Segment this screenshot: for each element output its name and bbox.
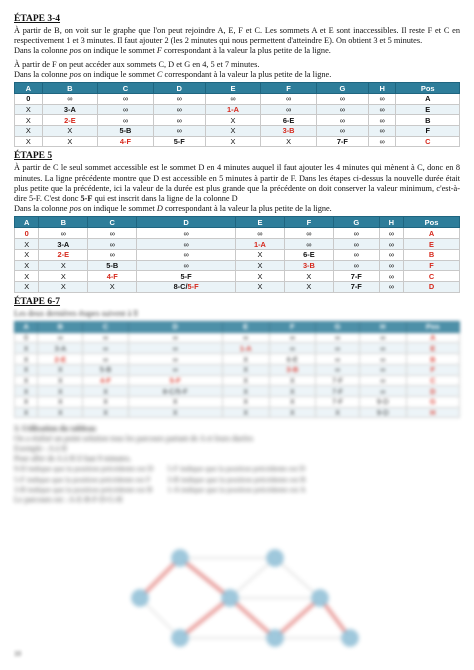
column-header: F — [284, 217, 333, 228]
table-cell: X — [284, 271, 333, 282]
table-cell: X — [15, 386, 38, 397]
column-header: G — [316, 321, 360, 332]
table-cell: 0 — [15, 228, 39, 239]
table-cell: ∞ — [333, 228, 379, 239]
table-row — [15, 396, 460, 407]
table-cell: X — [15, 375, 38, 386]
table-cell: C — [396, 136, 460, 147]
step5-heading: ÉTAPE 5 — [14, 151, 53, 162]
table-cell: ∞ — [88, 228, 137, 239]
table-row — [15, 364, 460, 375]
table-cell: X — [15, 281, 39, 292]
table-cell: X — [205, 115, 261, 126]
table-cell: X — [269, 407, 316, 418]
table-cell: E — [404, 239, 460, 250]
table-cell: X — [205, 136, 261, 147]
table-cell: ∞ — [153, 94, 205, 105]
table-cell — [137, 281, 236, 292]
table-cell: X — [15, 260, 39, 271]
step67-intro: Les deux dernières étapes suivent à ll — [14, 308, 138, 318]
table-header-row — [15, 83, 460, 94]
table-cell: B — [406, 354, 459, 365]
step34-paragraph-1: À partir de B, on voit sur le graphe que l'on peut rejoindre A, E, F et C. Les sommets A et E sont inaccessibles. Il reste F et C en respectivement 1 et 3 minutes. Il faut ajouter 2 (les 2 minutes qui nous permettent d'atteindre E). On obtient 3 et 5 minutes. Dans la colonne pos on indique le sommet F correspondant à la valeur la plus petite de la ligne. — [14, 26, 460, 56]
table-cell: 1-A — [205, 104, 261, 115]
table-header-row — [15, 217, 460, 228]
table-cell: ∞ — [261, 104, 317, 115]
table-cell: X — [235, 281, 284, 292]
table-cell: X — [205, 126, 261, 137]
column-header: Pos — [404, 217, 460, 228]
table-row — [15, 271, 460, 282]
column-header: A — [15, 217, 39, 228]
table-cell: ∞ — [205, 94, 261, 105]
table-cell: 6-E — [284, 249, 333, 260]
table-cell: ∞ — [128, 354, 222, 365]
table-row — [15, 386, 460, 397]
usage-left-column — [14, 464, 153, 495]
table-cell: ∞ — [98, 115, 154, 126]
usage-route: Le parcours est : A-E-B-F-D-G-H — [14, 494, 123, 504]
table-cell: ∞ — [137, 228, 236, 239]
column-header: B — [38, 321, 83, 332]
dijkstra-table-step34 — [14, 82, 460, 147]
column-header: G — [316, 83, 368, 94]
table-cell: ∞ — [137, 239, 236, 250]
column-header: Pos — [406, 321, 459, 332]
table-row — [15, 94, 460, 105]
table-cell: ∞ — [39, 228, 88, 239]
usage-heading: 3. Utilisation du tableau — [14, 424, 96, 434]
column-header: C — [88, 217, 137, 228]
table-row — [15, 407, 460, 418]
table-cell: D — [406, 386, 459, 397]
step5-paragraph-1: À partir de C le seul sommet accessible est le sommet D en 4 minutes auquel il faut ajouter les 4 minutes qui mènent à C, donc en 8 minutes. La ligne précédente montre que D est accessible en 5 minutes à partir de F. Dans les étapes ci-dessus la nouvelle durée était plus petite que la précédente, ici la valeur de la durée est plus grande que la précédente on doit conserver la valeur minimum, c'est-à-dire 5-F. C'est donc 5-F qui est inscrit dans la ligne de la colonne D Dans la colonne pos on indique le sommet D correspondant à la valeur la plus petite de la ligne. — [14, 163, 460, 214]
table-cell: C — [404, 271, 460, 282]
table-cell: ∞ — [368, 136, 396, 147]
table-cell: 5-F — [137, 271, 236, 282]
table-cell: X — [39, 271, 88, 282]
table-cell: 1-A — [222, 343, 269, 354]
table-cell: ∞ — [128, 364, 222, 375]
table-cell: 0 — [15, 94, 43, 105]
column-header: Pos — [396, 83, 460, 94]
table-cell: D — [404, 281, 460, 292]
table-cell: B — [404, 249, 460, 260]
table-cell: X — [38, 396, 83, 407]
table-cell: X — [15, 115, 43, 126]
table-cell: X — [38, 375, 83, 386]
table-cell: ∞ — [137, 249, 236, 260]
table-cell: 7-F — [316, 386, 360, 397]
table-cell: ∞ — [42, 94, 98, 105]
table-row — [15, 115, 460, 126]
table-row — [15, 281, 460, 292]
table-cell: 4-F — [98, 136, 154, 147]
table-cell: 4-F — [88, 271, 137, 282]
table-cell: ∞ — [83, 354, 128, 365]
table-cell: 2-E — [38, 354, 83, 365]
table-cell: X — [222, 396, 269, 407]
table-cell: ∞ — [333, 260, 379, 271]
usage-right-item: 1-A indique que la position précédente est A — [167, 484, 306, 494]
table-cell: ∞ — [83, 343, 128, 354]
table-cell: X — [222, 407, 269, 418]
table-cell: X — [15, 354, 38, 365]
step34-paragraph-2: À partir de F on peut accéder aux sommets C, D et G en 4, 5 et 7 minutes. Dans la colonne pos on indique le sommet C correspondant à la valeur la plus petite de la ligne. — [14, 59, 332, 79]
table-cell: X — [15, 271, 39, 282]
column-header: G — [333, 217, 379, 228]
table-cell: ∞ — [368, 94, 396, 105]
table-cell: X — [15, 126, 43, 137]
usage-right-item: 3-B indique que la position précédente est B — [167, 474, 306, 484]
graph-diagram-blurred — [130, 548, 360, 648]
dijkstra-table-step67-blurred — [14, 321, 460, 419]
column-header: F — [261, 83, 317, 94]
table-cell: ∞ — [153, 104, 205, 115]
table-cell: ∞ — [359, 343, 406, 354]
table-cell: 9-D — [359, 407, 406, 418]
table-cell: 7-F — [316, 136, 368, 147]
table-cell: X — [261, 136, 317, 147]
table-cell: ∞ — [284, 239, 333, 250]
table-cell: 3-B — [269, 364, 316, 375]
table-cell: X — [42, 126, 98, 137]
table-cell: X — [269, 375, 316, 386]
table-cell: X — [42, 136, 98, 147]
table-cell: ∞ — [98, 94, 154, 105]
table-cell: X — [128, 407, 222, 418]
usage-left-item: 5-F indique que la position précédente est F — [14, 474, 151, 484]
table-cell: ∞ — [235, 228, 284, 239]
column-header: E — [222, 321, 269, 332]
table-cell: A — [396, 94, 460, 105]
table-cell: X — [88, 281, 137, 292]
table-cell: 3-B — [284, 260, 333, 271]
table-cell: ∞ — [316, 354, 360, 365]
table-cell: X — [15, 249, 39, 260]
column-header: F — [269, 321, 316, 332]
table-row — [15, 260, 460, 271]
table-cell: 2-E — [42, 115, 98, 126]
table-cell: ∞ — [333, 239, 379, 250]
column-header: C — [83, 321, 128, 332]
column-header: H — [379, 217, 403, 228]
table-cell: X — [316, 407, 360, 418]
usage-line-3: Pour aller de A à H il faut 9 minutes. — [14, 454, 132, 464]
usage-right-item: 5-F indique que la position précédente est D — [167, 464, 306, 474]
table-cell: B — [396, 115, 460, 126]
column-header: B — [42, 83, 98, 94]
table-cell: 3-A — [38, 343, 83, 354]
table-cell: X — [284, 281, 333, 292]
table-cell: H — [406, 407, 459, 418]
table-cell: X — [83, 386, 128, 397]
table-cell: 7-F — [316, 375, 360, 386]
table-cell: X — [235, 249, 284, 260]
table-cell: X — [38, 364, 83, 375]
table-row — [15, 332, 460, 343]
table-cell: ∞ — [316, 364, 360, 375]
table-cell: X — [235, 260, 284, 271]
table-cell: E — [406, 343, 459, 354]
table-cell: X — [15, 407, 38, 418]
usage-line-1: On a réalisé un point solution tous les parcours partant de A et leurs durées — [14, 434, 254, 444]
column-header: C — [98, 83, 154, 94]
table-row — [15, 136, 460, 147]
table-cell: X — [15, 364, 38, 375]
table-cell: ∞ — [137, 260, 236, 271]
table-cell: ∞ — [316, 94, 368, 105]
table-header-row — [15, 321, 460, 332]
table-cell: 8-C/5-F — [128, 386, 222, 397]
table-cell: 6-E — [269, 354, 316, 365]
table-row — [15, 104, 460, 115]
table-cell: X — [83, 407, 128, 418]
table-cell: ∞ — [316, 126, 368, 137]
table-cell: ∞ — [88, 239, 137, 250]
column-header: D — [128, 321, 222, 332]
table-cell: ∞ — [316, 343, 360, 354]
table-cell: ∞ — [316, 332, 360, 343]
table-cell: ∞ — [359, 354, 406, 365]
usage-line-2: Exemple : A à H — [14, 444, 67, 454]
page-number: 10 — [14, 650, 21, 658]
table-cell: ∞ — [269, 332, 316, 343]
table-cell: F — [396, 126, 460, 137]
table-row — [15, 228, 460, 239]
table-cell: X — [15, 136, 43, 147]
column-header: D — [153, 83, 205, 94]
table-cell: A — [404, 228, 460, 239]
table-cell: X — [83, 396, 128, 407]
table-cell: X — [39, 281, 88, 292]
table-cell: X — [38, 386, 83, 397]
table-row — [15, 354, 460, 365]
table-cell: X — [38, 407, 83, 418]
table-cell: 3-B — [261, 126, 317, 137]
table-cell: ∞ — [368, 126, 396, 137]
table-cell: ∞ — [379, 239, 403, 250]
column-header: H — [368, 83, 396, 94]
table-cell: ∞ — [38, 332, 83, 343]
table-cell: 5-F — [128, 375, 222, 386]
table-cell: X — [222, 386, 269, 397]
table-cell: C — [406, 375, 459, 386]
table-cell: ∞ — [98, 104, 154, 115]
table-cell: ∞ — [359, 332, 406, 343]
table-cell: X — [15, 104, 43, 115]
table-row — [15, 249, 460, 260]
table-cell: X — [222, 354, 269, 365]
table-cell: ∞ — [379, 249, 403, 260]
column-header: H — [359, 321, 406, 332]
table-cell: 7-F — [333, 271, 379, 282]
table-cell: 5-F — [153, 136, 205, 147]
table-cell: 3-A — [42, 104, 98, 115]
table-cell: X — [269, 396, 316, 407]
table-cell: X — [39, 260, 88, 271]
table-cell: X — [128, 396, 222, 407]
column-header: B — [39, 217, 88, 228]
table-row — [15, 375, 460, 386]
dijkstra-table-step5 — [14, 216, 460, 292]
table-cell: ∞ — [222, 332, 269, 343]
table-cell: 2-E — [39, 249, 88, 260]
table-cell: ∞ — [269, 343, 316, 354]
table-cell: A — [406, 332, 459, 343]
table-cell: F — [404, 260, 460, 271]
column-header: E — [235, 217, 284, 228]
table-cell: ∞ — [368, 104, 396, 115]
table-cell: G — [406, 396, 459, 407]
column-header: A — [15, 83, 43, 94]
table-cell: E — [396, 104, 460, 115]
table-cell: ∞ — [379, 271, 403, 282]
usage-right-column — [167, 464, 305, 495]
table-cell: 6-E — [261, 115, 317, 126]
usage-section-blurred — [14, 424, 460, 505]
table-cell: 4-F — [83, 375, 128, 386]
step34-heading: ÉTAPE 3-4 — [14, 14, 61, 24]
table-cell: ∞ — [333, 249, 379, 260]
table-cell: 5-B — [98, 126, 154, 137]
table-cell: ∞ — [368, 115, 396, 126]
table-cell: ∞ — [153, 126, 205, 137]
table-cell: F — [406, 364, 459, 375]
usage-left-item: 9-D indique que la position précédente est D — [14, 464, 154, 474]
table-cell: ∞ — [316, 115, 368, 126]
table-row — [15, 239, 460, 250]
table-row — [15, 126, 460, 137]
table-cell: ∞ — [128, 343, 222, 354]
usage-left-item: 3-B indique que la position précédente est B — [14, 484, 153, 494]
table-cell: ∞ — [359, 386, 406, 397]
cell-part: 5-F — [187, 282, 199, 292]
table-row — [15, 343, 460, 354]
table-cell: ∞ — [359, 375, 406, 386]
table-cell: 7-F — [333, 281, 379, 292]
table-cell: 1-A — [235, 239, 284, 250]
cell-part: 8-C/ — [173, 282, 188, 292]
table-cell: ∞ — [261, 94, 317, 105]
column-header: A — [15, 321, 38, 332]
table-cell: ∞ — [316, 104, 368, 115]
table-cell: X — [15, 239, 39, 250]
table-cell: 9-D — [359, 396, 406, 407]
step67-heading: ÉTAPE 6-7 — [14, 296, 61, 307]
table-cell: X — [235, 271, 284, 282]
table-cell: X — [15, 396, 38, 407]
column-header: D — [137, 217, 236, 228]
table-cell: ∞ — [379, 281, 403, 292]
table-cell: 0 — [15, 332, 38, 343]
table-cell: ∞ — [88, 249, 137, 260]
table-cell: X — [222, 375, 269, 386]
table-cell: 5-B — [88, 260, 137, 271]
table-cell: X — [222, 364, 269, 375]
table-cell: 3-A — [39, 239, 88, 250]
table-cell: 5-B — [83, 364, 128, 375]
table-cell: X — [269, 386, 316, 397]
table-cell: ∞ — [128, 332, 222, 343]
usage-two-columns — [14, 464, 460, 495]
table-cell: ∞ — [379, 228, 403, 239]
table-cell: ∞ — [379, 260, 403, 271]
table-cell: ∞ — [284, 228, 333, 239]
table-cell: ∞ — [359, 364, 406, 375]
table-cell: ∞ — [153, 115, 205, 126]
table-cell: ∞ — [83, 332, 128, 343]
column-header: E — [205, 83, 261, 94]
table-cell: 7-F — [316, 396, 360, 407]
table-cell: X — [15, 343, 38, 354]
